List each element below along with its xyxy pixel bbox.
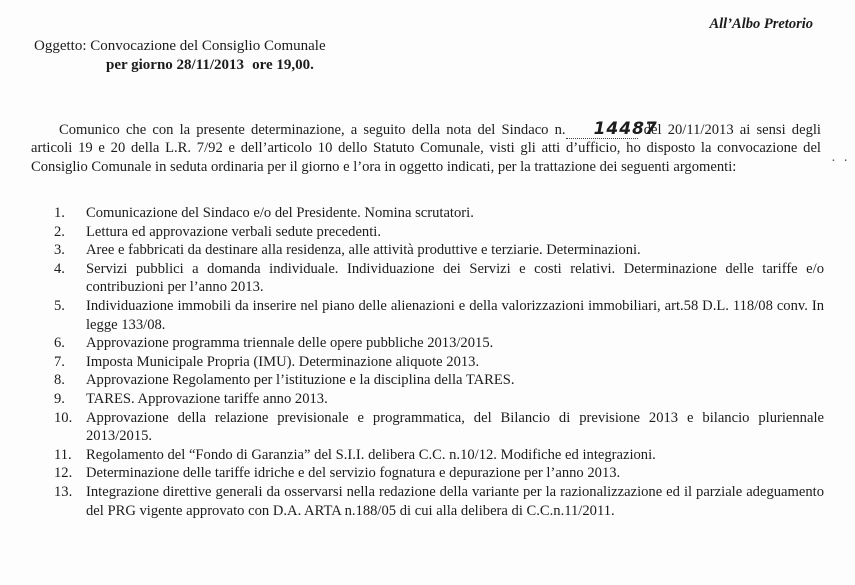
agenda-list — [54, 204, 824, 520]
agenda-item-number: 13. — [54, 483, 73, 500]
subject-block — [34, 37, 326, 75]
agenda-item-number: 7. — [54, 353, 65, 370]
agenda-item-text: Regolamento del “Fondo di Garanzia” del S.I.I. delibera C.C. n.10/12. Modifiche ed integrazioni. — [86, 446, 656, 463]
agenda-item — [54, 223, 824, 242]
agenda-item-number: 3. — [54, 242, 65, 259]
agenda-item-number: 12. — [54, 465, 73, 482]
intro-paragraph — [31, 120, 821, 176]
agenda-item-number: 2. — [54, 223, 65, 240]
agenda-item-number: 4. — [54, 260, 65, 277]
meeting-date: per giorno 28/11/2013 — [106, 57, 245, 73]
agenda-item-text: Aree e fabbricati da destinare alla residenza, alle attività produttive e terziarie. Determinazioni. — [86, 242, 641, 259]
agenda-item-number: 9. — [54, 390, 65, 407]
agenda-item — [54, 464, 824, 483]
agenda-item-text: Comunicazione del Sindaco e/o del Presidente. Nomina scrutatori. — [86, 205, 474, 221]
agenda-item-text: Approvazione programma triennale delle opere pubbliche 2013/2015. — [86, 335, 494, 352]
agenda-item — [54, 297, 824, 334]
agenda-item-text: Approvazione Regolamento per l’istituzione e la disciplina della TARES. — [86, 372, 515, 389]
agenda-item-number: 6. — [54, 335, 65, 352]
agenda-item-number: 5. — [54, 297, 65, 314]
agenda-item — [54, 446, 824, 465]
agenda-item — [54, 371, 824, 390]
agenda-item — [54, 334, 824, 353]
agenda-item-text: Approvazione della relazione previsionale e programmatica, del Bilancio di previsione 2013 e bilancio pluriennale 2013/2015. — [86, 409, 824, 445]
agenda-item-text: Integrazione direttive generali da osservarsi nella redazione della variante per la razionalizzazione ed il parziale adeguamento del PRG vigente approvato con D.A. ARTA n.188/05 di cui alla delibera di C.C.n.11/2011. — [86, 483, 824, 519]
meeting-date-line — [34, 56, 326, 75]
agenda-item — [54, 483, 824, 520]
agenda-item-number: 1. — [54, 205, 65, 221]
albo-pretorio-heading: All’Albo Pretorio — [709, 16, 813, 32]
intro-text-rest: del 20/11/2013 ai sensi degli articoli 19 e 20 della L.R. 7/92 e dell’articolo 10 dello Statuto Comunale, visti gli atti d’ufficio, ho disposto la convocazione del Consiglio Comunale in seduta ordinaria per il giorno e l’ora in oggetto indicati, per la trattazione dei seguenti argomenti: — [31, 122, 821, 175]
agenda-item — [54, 260, 824, 297]
agenda-item-number: 10. — [54, 409, 73, 426]
agenda-item — [54, 409, 824, 446]
meeting-time: ore 19,00. — [252, 57, 314, 73]
agenda-item — [54, 241, 824, 260]
agenda-item-text: TARES. Approvazione tariffe anno 2013. — [86, 390, 328, 407]
agenda-item-text: Individuazione immobili da inserire nel piano delle alienazioni e della valorizzazioni immobiliari, art.58 D.L. 118/08 conv. In legge 133/08. — [86, 297, 824, 333]
agenda-item-number: 11. — [54, 446, 72, 463]
subject-line: Oggetto: Convocazione del Consiglio Comunale — [34, 38, 326, 54]
intro-text-start: Comunico che con la presente determinazione, a seguito della nota del Sindaco n. — [59, 122, 566, 138]
agenda-item-text: Determinazione delle tariffe idriche e del servizio fognatura e depurazione per l’anno 2013. — [86, 465, 621, 482]
margin-mark: · · — [831, 154, 850, 169]
handwritten-note-number: 14487 — [566, 120, 638, 139]
agenda-item — [54, 353, 824, 372]
agenda-item — [54, 204, 824, 223]
agenda-item-text: Lettura ed approvazione verbali sedute precedenti. — [86, 223, 381, 240]
agenda-item — [54, 390, 824, 409]
agenda-item-number: 8. — [54, 372, 65, 389]
agenda-item-text: Servizi pubblici a domanda individuale. Individuazione dei Servizi e costi relativi. Determinazione delle tariffe e/o contribuzioni per l’anno 2013. — [86, 260, 824, 296]
agenda-item-text: Imposta Municipale Propria (IMU). Determinazione aliquote 2013. — [86, 353, 480, 370]
